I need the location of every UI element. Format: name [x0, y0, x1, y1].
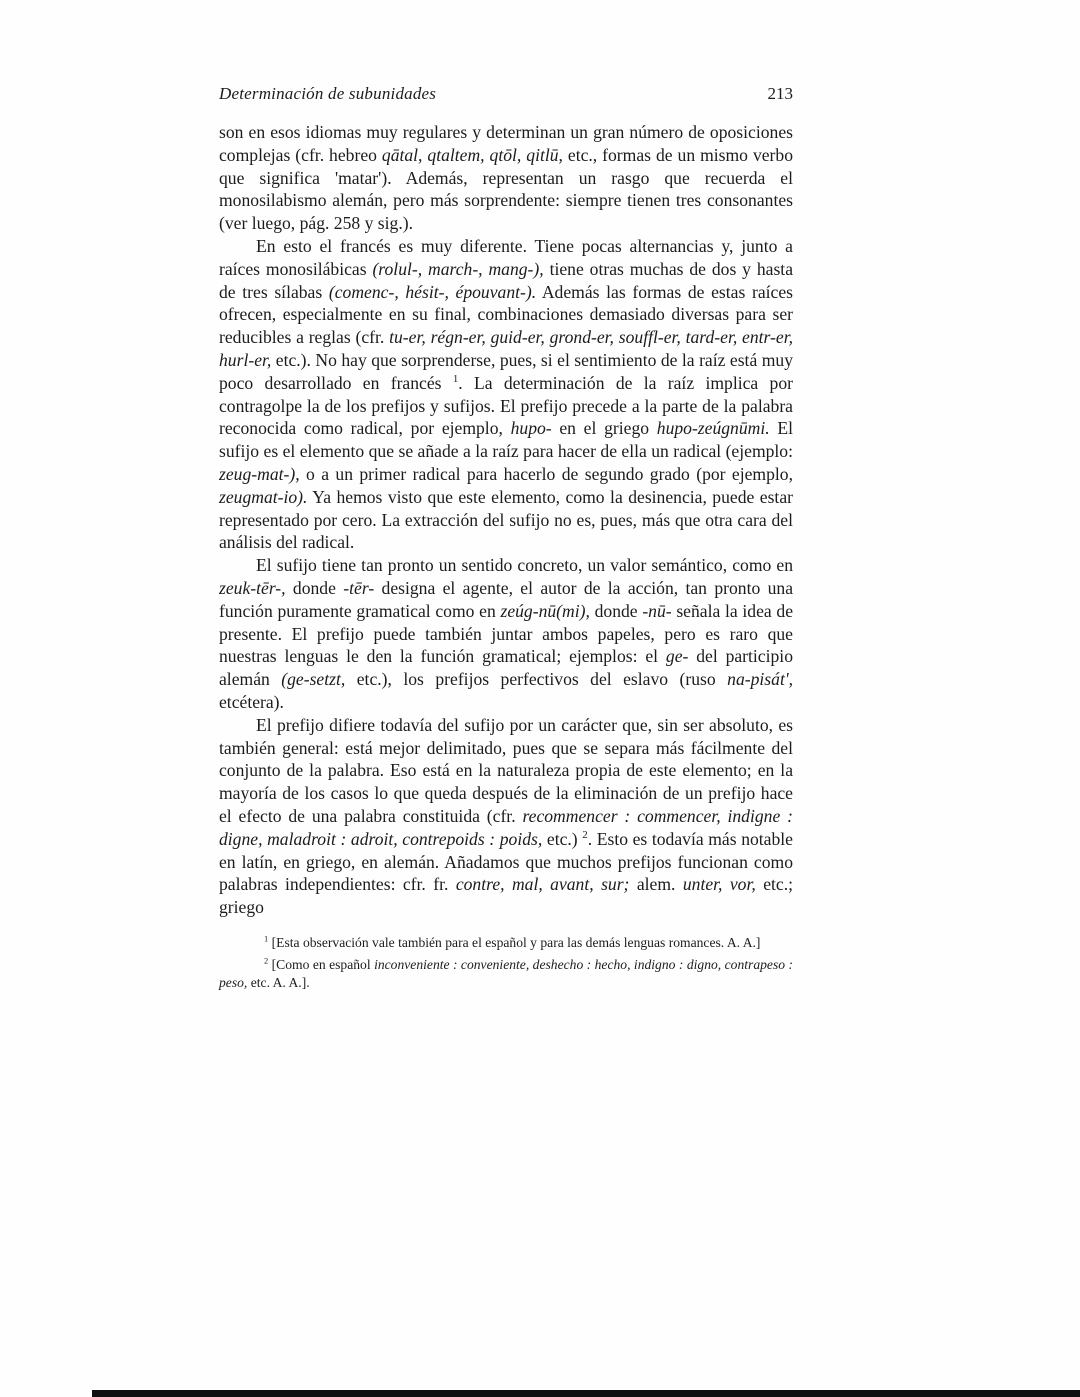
italic-run: ge-: [665, 646, 689, 667]
footnote: $^1$ [Esta observación vale también para el español y para las demás lenguas romances. A. A.]: [264, 933, 761, 950]
paragraph: El prefijo difiere todavía del sufijo por un carácter que, sin ser absoluto, es también general: está mejor delimitado, pues que se separa más fácilmente del conjunto de la palabra. Eso está en la naturaleza propia de este elemento; en la mayoría de los casos lo que queda después de la eliminación de un prefijo hace el efecto de una palabra constituida (cfr. recommencer : commencer, indigne : digne, maladroit : adroit, contrepoids : poids, etc.) $^2$. Esto es todavía más notable en latín, en griego, en alemán. Añadamos que muchos prefijos funcionan como palabras independientes: cfr. fr. contre, mal, avant, sur; alem. unter, vor, etc.; griego: [219, 714, 793, 918]
page-header: [219, 84, 793, 104]
italic-run: qātal, qtaltem, qtōl, qitlū,: [381, 144, 563, 165]
italic-run: -nū-: [642, 600, 672, 621]
italic-run: hupo-zeúgnūmi.: [656, 418, 770, 439]
paragraph: El sufijo tiene tan pronto un sentido concreto, un valor semántico, como en zeuk-tēr-, donde -tēr- designa el agente, el autor de la acción, tan pronto una función puramente gramatical como en zeúg-nū(mi), donde -nū- señala la idea de presente. El prefijo puede también juntar ambos papeles, pero es raro que nuestras lenguas le den la función gramatical; ejemplos: el ge- del participio alemán (ge-setzt, etc.), los prefijos perfectivos del eslavo (ruso na-pisát', etcétera).: [219, 555, 794, 712]
italic-run: zeúg-nū(mi),: [500, 600, 590, 621]
paragraph: son en esos idiomas muy regulares y determinan un gran número de oposiciones complejas (cfr. hebreo qātal, qtaltem, qtōl, qitlū, etc., formas de un mismo verbo que significa 'matar'). Además, representan un rasgo que recuerda el monosilabismo alemán, pero más sorprendente: siempre tienen tres consonantes (ver luego, pág. 258 y sig.).: [219, 122, 793, 234]
paragraph: En esto el francés es muy diferente. Tiene pocas alternancias y, junto a raíces monosilábicas (rolul-, march-, mang-), tiene otras muchas de dos y hasta de tres sílabas (comenc-, hésit-, épouvant-). Además las formas de estas raíces ofrecen, especialmente en su final, combinaciones demasiado diversas para ser reducibles a reglas (cfr. tu-er, régn-er, guid-er, grond-er, souffl-er, tard-er, entr-er, hurl-er, etc.). No hay que sorprenderse, pues, si el sentimiento de la raíz está muy poco desarrollado en francés $^1$. La determinación de la raíz implica por contragolpe la de los prefijos y sufijos. El prefijo precede a la parte de la palabra reconocida como radical, por ejemplo, hupo- en el griego hupo-zeúgnūmi. El sufijo es el elemento que se añade a la raíz para hacer de ella un radical (ejemplo: zeug-mat-), o a un primer radical para hacerlo de segundo grado (por ejemplo, zeugmat-io). Ya hemos visto que este elemento, como la desinencia, puede estar representado por cero. La extracción del sufijo no es, pues, más que otra cara del análisis del radical.: [219, 235, 794, 553]
footnote-reference: 2: [582, 828, 588, 841]
italic-run: contre, mal, avant, sur;: [455, 874, 630, 895]
running-head-title: Determinación de subunidades: [219, 84, 437, 103]
scan-artifact-bar: [92, 1390, 1080, 1397]
italic-run: hupo-: [510, 418, 552, 439]
body-text: [219, 121, 793, 919]
book-page-text-block: [219, 84, 793, 996]
footnotes-section: [219, 934, 793, 992]
italic-run: unter, vor,: [682, 874, 756, 895]
italic-run: zeuk-tēr-,: [219, 577, 286, 598]
italic-run: recommencer : commencer, indigne : digne, maladroit : adroit, contrepoids : poids,: [219, 805, 793, 849]
italic-run: -tēr-: [343, 577, 375, 598]
italic-run: (ge-setzt,: [281, 669, 346, 690]
footnote-reference: 1: [264, 933, 269, 944]
italic-run: tu-er, régn-er, guid-er, grond-er, souffl-er, tard-er, entr-er, hurl-er,: [219, 327, 793, 370]
italic-run: inconveniente : conveniente, deshecho : hecho, indigno : digno, contrapeso : peso,: [219, 956, 793, 990]
italic-run: zeug-mat-),: [219, 463, 300, 484]
italic-run: (rolul-, march-, mang-),: [372, 258, 544, 279]
italic-run: zeugmat-io).: [219, 486, 308, 507]
footnote-reference: 1: [452, 372, 459, 385]
italic-run: (comenc-, hésit-, épouvant-).: [328, 281, 537, 302]
page-number: 213: [767, 84, 793, 103]
footnote-reference: 2: [264, 955, 269, 966]
italic-run: na-pisát',: [727, 669, 793, 690]
footnote: $^2$ [Como en español inconveniente : conveniente, deshecho : hecho, indigno : digno, contrapeso : peso, etc. A. A.].: [219, 955, 793, 990]
